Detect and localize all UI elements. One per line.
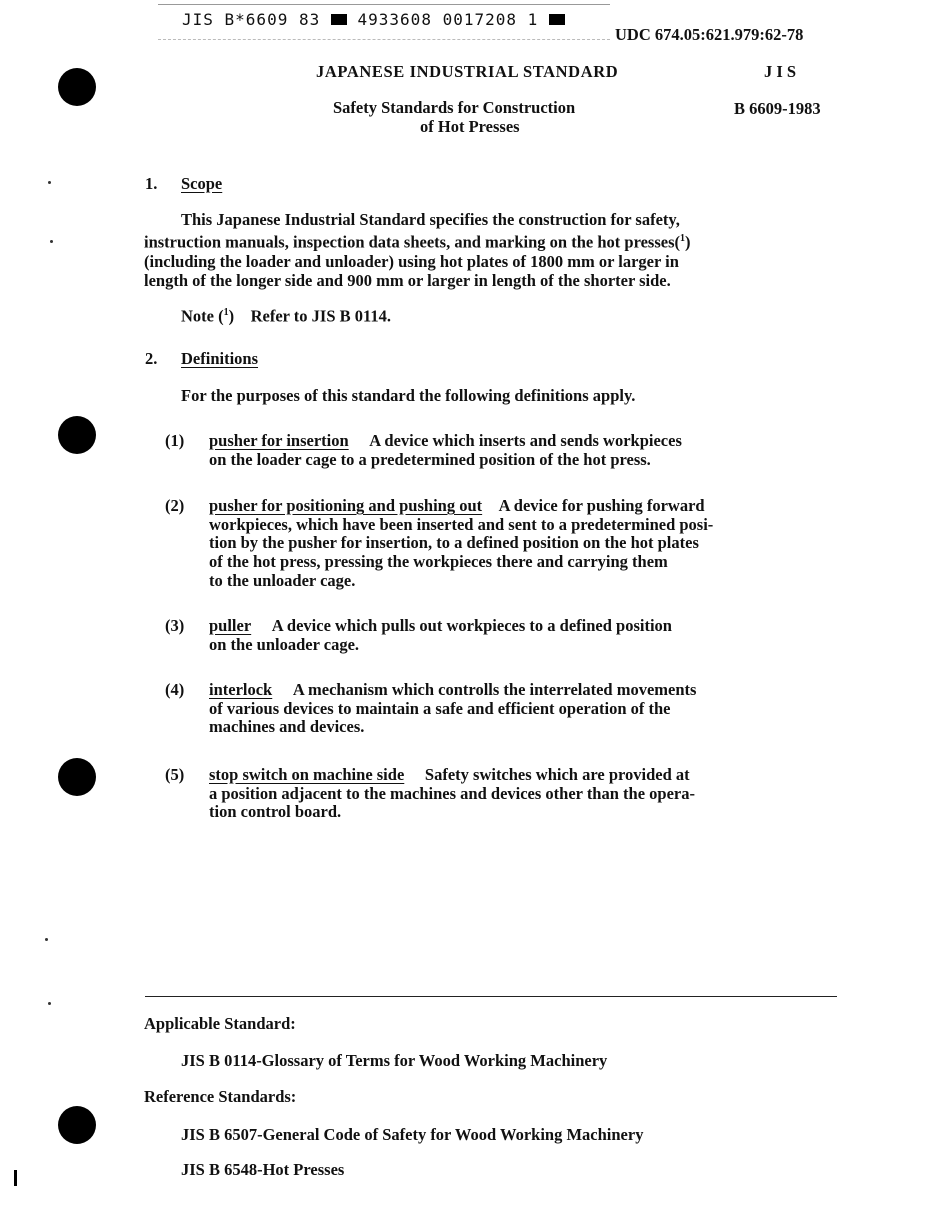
definition-line: tion control board. [209,802,342,822]
section-2-number: 2. [145,349,158,368]
section-2-heading: Definitions [181,349,259,368]
definition-first-line: A mechanism which controlls the interrelated movements [292,680,697,699]
definition-line: a position adjacent to the machines and devices other than the opera- [209,783,695,803]
definition-term: interlock [209,680,273,699]
scan-speck [48,181,51,184]
definition-line: on the loader cage to a predetermined position of the hot press. [209,449,651,469]
definition-line: machines and devices. [209,717,365,737]
title-line-1: Safety Standards for Construction [333,98,576,117]
title-line-2: of Hot Presses [420,117,520,136]
scan-code-left-text: JIS B*6609 83 [182,10,321,29]
scan-speck [45,938,48,941]
reference-standard-item: JIS B 6548-Hot Presses [181,1160,345,1179]
definition-2 [165,497,865,591]
definition-number: (2) [165,496,185,515]
definition-term: pusher for positioning and pushing out [209,496,483,515]
definition-term: puller [209,616,252,635]
footer-divider [145,996,837,997]
scope-note: Note ($^1$) Refer to JIS B 0114. [181,306,391,326]
section-1-heading: Scope [181,174,223,193]
standard-name: JAPANESE INDUSTRIAL STANDARD [316,62,619,81]
scan-speck [50,240,53,243]
scope-paragraph [144,210,864,290]
definitions-intro: For the purposes of this standard the following definitions apply. [181,386,636,405]
punch-hole [58,416,96,454]
scope-line-1: This Japanese Industrial Standard specifies the construction for safety, [181,210,680,229]
barcode-mark [331,14,347,25]
punch-hole [58,1106,96,1144]
definition-term: stop switch on machine side [209,765,405,784]
definition-first-line: A device which pulls out workpieces to a defined position [271,616,672,635]
reference-standard-item: JIS B 6507-General Code of Safety for Wood Working Machinery [181,1125,644,1144]
definition-line: workpieces, which have been inserted and sent to a predetermined posi- [209,514,714,534]
jis-label: J I S [764,62,797,81]
definition-3 [165,617,865,654]
udc-code: UDC 674.05:621.979:62-78 [615,25,804,44]
definition-first-line: A device which inserts and sends workpieces [369,431,682,450]
definition-line: of the hot press, pressing the workpieces there and carrying them [209,552,668,572]
scan-edge-mark [14,1170,17,1186]
scan-code-middle-text: 4933608 0017208 1 [357,10,539,29]
scope-line-3: (including the loader and unloader) using hot plates of 1800 mm or larger in [144,251,679,271]
punch-hole [58,68,96,106]
definition-line: on the unloader cage. [209,634,360,654]
scan-speck [48,1002,51,1005]
reference-standards-label: Reference Standards: [144,1087,297,1106]
definition-number: (5) [165,765,185,784]
definition-number: (4) [165,680,185,699]
definition-4 [165,681,865,737]
scope-line-4: length of the longer side and 900 mm or larger in length of the shorter side. [144,270,671,290]
definition-term: pusher for insertion [209,431,349,450]
definition-first-line: A device for pushing forward [498,496,705,515]
punch-hole [58,758,96,796]
barcode-mark-end [549,14,565,25]
definition-line: to the unloader cage. [209,570,356,590]
definition-number: (3) [165,616,185,635]
definition-1 [165,432,865,469]
standard-number: B 6609-1983 [734,99,821,118]
applicable-standard-label: Applicable Standard: [144,1014,296,1033]
definition-first-line: Safety switches which are provided at [424,765,690,784]
definition-number: (1) [165,431,185,450]
definition-5 [165,766,865,822]
definition-line: tion by the pusher for insertion, to a defined position on the hot plates [209,533,699,553]
definition-line: of various devices to maintain a safe and efficient operation of the [209,698,671,718]
applicable-standard-item: JIS B 0114-Glossary of Terms for Wood Working Machinery [181,1051,608,1070]
section-1-number: 1. [145,174,158,193]
scan-code-left [182,10,565,29]
scope-line-2: instruction manuals, inspection data sheets, and marking on the hot presses($^1$) [144,232,691,252]
